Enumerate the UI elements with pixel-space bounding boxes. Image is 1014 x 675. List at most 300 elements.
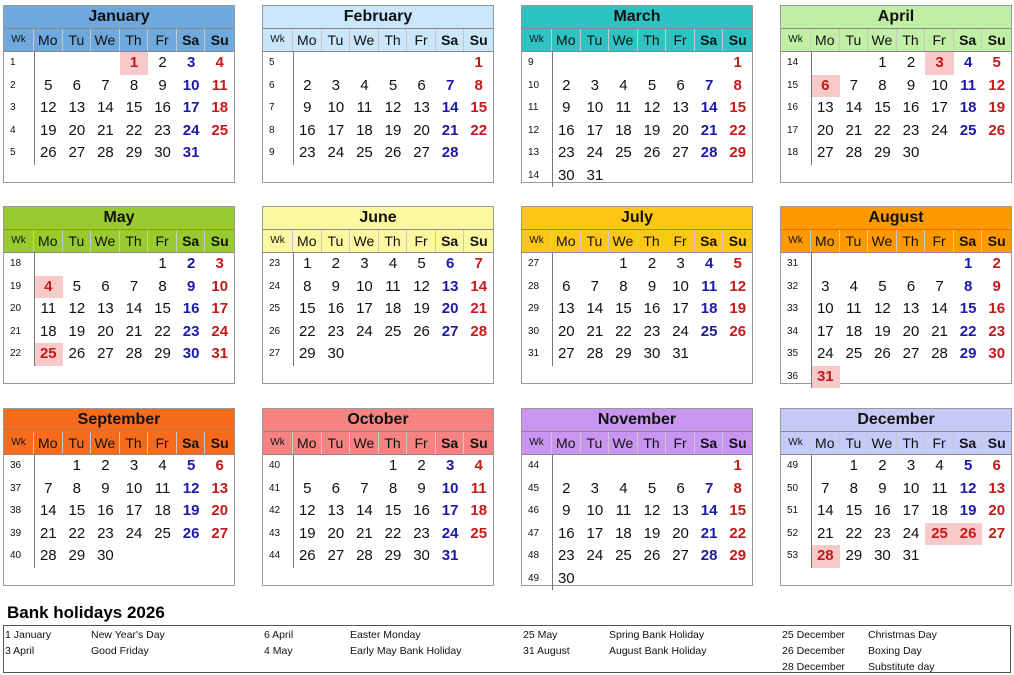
day-cell: 30 <box>182 345 200 362</box>
day-cell: 28 <box>470 322 488 340</box>
day-cell: 11 <box>960 76 977 94</box>
day-cell: 23 <box>643 322 661 340</box>
week-number: 14 <box>787 57 799 68</box>
day-cell: 22 <box>845 524 863 542</box>
day-cell: 1 <box>388 457 398 474</box>
day-cell: 1 <box>303 255 312 272</box>
week-number: 12 <box>528 124 540 136</box>
day-cell: 1 <box>733 457 742 474</box>
bank-holiday-name: August Bank Holiday <box>609 645 707 657</box>
day-cell: 15 <box>68 502 86 519</box>
week-number: 23 <box>269 258 281 269</box>
weekday-label: Mo <box>811 230 840 252</box>
day-cell: 20 <box>816 121 834 139</box>
day-cell: 2 <box>417 457 426 474</box>
day-cell: 10 <box>327 99 345 116</box>
day-cell: 31 <box>672 345 689 362</box>
holiday-day-cell: 4 <box>34 276 63 299</box>
day-cell: 23 <box>413 524 430 542</box>
day-cell: 12 <box>68 300 86 317</box>
bank-holiday-name: Christmas Day <box>868 629 937 641</box>
empty-cell <box>811 455 840 478</box>
day-cell: 24 <box>441 524 459 542</box>
day-cell: 12 <box>182 479 200 497</box>
weekday-label: We <box>350 29 379 51</box>
month-aug <box>780 206 1012 384</box>
day-cell: 22 <box>470 121 488 139</box>
weekday-label: Fr <box>666 230 695 252</box>
day-cell: 7 <box>849 76 859 94</box>
week-number: 8 <box>269 124 275 136</box>
week-number: 1 <box>10 57 16 68</box>
day-cell: 13 <box>441 277 459 295</box>
day-cell: 24 <box>182 121 200 139</box>
day-cell: 17 <box>586 121 604 139</box>
day-cell: 2 <box>647 255 657 272</box>
day-cell: 12 <box>39 99 57 116</box>
day-cell: 16 <box>988 300 1006 317</box>
weekday-label: Fr <box>148 432 177 454</box>
day-cell: 9 <box>647 277 657 295</box>
month-title: September <box>4 409 234 431</box>
weekday-label: Tu <box>840 432 869 454</box>
day-cell: 17 <box>816 322 834 340</box>
week-number: 5 <box>269 57 275 68</box>
empty-cell <box>723 343 752 366</box>
month-days <box>263 253 493 366</box>
weekday-label: Th <box>897 432 926 454</box>
day-cell: 27 <box>672 144 689 161</box>
empty-cell <box>581 568 610 591</box>
empty-cell <box>63 253 92 276</box>
day-cell: 19 <box>643 121 661 139</box>
weekday-label: Fr <box>407 230 436 252</box>
day-cell: 1 <box>849 457 859 474</box>
day-cell: 14 <box>700 502 718 519</box>
bank-holiday-date: 1 January <box>5 629 52 641</box>
day-cell: 23 <box>154 121 171 139</box>
day-cell: 4 <box>215 54 224 71</box>
day-cell: 28 <box>700 547 718 564</box>
week-number: 18 <box>10 258 22 269</box>
day-cell: 15 <box>154 300 171 317</box>
day-cell: 12 <box>874 300 891 317</box>
day-cell: 13 <box>557 300 575 317</box>
day-cell: 5 <box>303 479 312 497</box>
day-cell: 15 <box>470 99 488 116</box>
week-number: 16 <box>787 102 799 113</box>
day-cell: 7 <box>129 277 139 295</box>
weekday-label: Th <box>897 230 926 252</box>
weekday-label: Su <box>210 32 229 48</box>
month-days <box>263 455 493 568</box>
day-cell: 18 <box>470 502 488 519</box>
weekday-label: Mo <box>293 432 322 454</box>
day-cell: 1 <box>733 54 742 71</box>
month-jul <box>521 206 753 384</box>
day-cell: 22 <box>384 524 402 542</box>
day-cell: 1 <box>72 457 82 474</box>
day-cell: 16 <box>643 300 661 317</box>
day-cell: 2 <box>186 255 196 272</box>
day-cell: 13 <box>902 300 920 317</box>
day-cell: 18 <box>845 322 863 340</box>
day-cell: 16 <box>97 502 114 519</box>
month-days <box>4 52 234 165</box>
day-cell: 5 <box>72 277 82 295</box>
holiday-day-cell: 6 <box>811 75 840 98</box>
empty-cell <box>120 253 149 276</box>
day-cell: 30 <box>902 144 920 161</box>
empty-cell <box>609 568 638 591</box>
day-cell: 10 <box>356 277 373 295</box>
day-cell: 22 <box>874 121 891 139</box>
day-cell: 18 <box>615 121 632 139</box>
empty-cell <box>581 52 610 75</box>
day-cell: 26 <box>874 345 891 362</box>
weekday-label: We <box>868 432 897 454</box>
day-cell: 5 <box>963 457 973 474</box>
day-cell: 9 <box>906 76 916 94</box>
month-nov <box>521 408 753 586</box>
day-cell: 13 <box>68 99 86 116</box>
empty-cell <box>638 165 667 188</box>
day-cell: 25 <box>211 121 229 139</box>
weekday-header <box>4 28 234 52</box>
day-cell: 10 <box>441 479 459 497</box>
month-title: November <box>522 409 752 431</box>
month-jan <box>3 5 235 183</box>
empty-cell <box>666 165 695 188</box>
day-cell: 18 <box>356 121 373 139</box>
day-cell: 10 <box>672 277 689 295</box>
day-cell: 26 <box>39 144 57 161</box>
week-number: 47 <box>528 527 540 539</box>
week-number: 18 <box>787 147 799 158</box>
empty-cell <box>868 366 897 389</box>
weekday-label: Fr <box>148 230 177 252</box>
empty-cell <box>63 52 92 75</box>
month-title: February <box>263 6 493 28</box>
day-cell: 18 <box>384 300 402 317</box>
month-days <box>522 455 752 590</box>
empty-cell <box>840 253 869 276</box>
day-cell: 20 <box>68 121 86 139</box>
week-number: 39 <box>10 527 22 539</box>
day-cell: 25 <box>384 322 402 340</box>
empty-cell <box>897 253 926 276</box>
week-number: 32 <box>787 280 799 292</box>
day-cell: 29 <box>154 345 171 362</box>
weekday-label: We <box>91 29 120 51</box>
day-cell: 13 <box>211 479 229 497</box>
week-number: 22 <box>10 348 22 359</box>
day-cell: 30 <box>327 345 345 362</box>
weekday-label: Mo <box>811 432 840 454</box>
bank-holiday-date: 6 April <box>264 629 294 641</box>
day-cell: 19 <box>874 322 891 340</box>
weekday-label: Mo <box>293 230 322 252</box>
day-cell: 17 <box>441 502 459 519</box>
empty-cell <box>464 343 493 366</box>
day-cell: 6 <box>992 457 1001 474</box>
weekday-header <box>263 28 493 52</box>
day-cell: 16 <box>902 99 920 116</box>
weekday-label: Tu <box>322 230 351 252</box>
weekday-label: We <box>350 230 379 252</box>
week-number: 43 <box>269 527 281 539</box>
day-cell: 9 <box>562 502 571 519</box>
day-cell: 22 <box>68 524 86 542</box>
bank-holiday-date: 28 December <box>782 661 846 673</box>
day-cell: 24 <box>356 322 373 340</box>
bank-holiday-date: 3 April <box>5 645 35 657</box>
day-cell: 8 <box>129 76 139 94</box>
day-cell: 17 <box>125 502 143 519</box>
day-cell: 10 <box>125 479 143 497</box>
month-title: December <box>781 409 1011 431</box>
week-header: Wk <box>4 432 34 454</box>
day-cell: 21 <box>125 322 143 340</box>
day-cell: 12 <box>298 502 316 519</box>
weekday-label: Fr <box>148 29 177 51</box>
weekday-label: Su <box>728 233 747 249</box>
day-cell: 19 <box>182 502 200 519</box>
weekday-label: Tu <box>322 29 351 51</box>
week-header: Wk <box>4 29 34 51</box>
empty-cell <box>120 545 149 568</box>
day-cell: 23 <box>97 524 114 542</box>
day-cell: 11 <box>356 99 373 116</box>
day-cell: 2 <box>562 76 571 94</box>
day-cell: 30 <box>557 166 575 184</box>
day-cell: 21 <box>356 524 373 542</box>
week-header: Wk <box>522 230 552 252</box>
empty-cell <box>638 568 667 591</box>
day-cell: 21 <box>845 121 863 139</box>
bank-holiday-date: 26 December <box>782 645 846 657</box>
empty-cell <box>666 455 695 478</box>
day-cell: 17 <box>931 99 948 116</box>
day-cell: 23 <box>902 121 920 139</box>
week-header: Wk <box>4 230 34 252</box>
day-cell: 13 <box>672 502 689 519</box>
weekday-label: Mo <box>811 29 840 51</box>
empty-cell <box>695 52 724 75</box>
day-cell: 16 <box>154 99 171 116</box>
day-cell: 23 <box>557 144 575 161</box>
day-cell: 11 <box>615 99 632 116</box>
day-cell: 28 <box>845 144 863 161</box>
week-number: 37 <box>10 482 22 494</box>
empty-cell <box>925 366 954 389</box>
day-cell: 22 <box>298 322 316 340</box>
day-cell: 15 <box>729 502 747 519</box>
weekday-label: Su <box>469 32 488 48</box>
week-number: 28 <box>528 280 540 292</box>
month-days <box>4 253 234 366</box>
month-days <box>263 52 493 165</box>
week-number: 25 <box>269 303 281 314</box>
day-cell: 16 <box>327 300 345 317</box>
day-cell: 11 <box>615 502 632 519</box>
day-cell: 19 <box>39 121 57 139</box>
day-cell: 30 <box>874 547 891 564</box>
empty-cell <box>925 545 954 568</box>
day-cell: 15 <box>959 300 977 317</box>
month-title: January <box>4 6 234 28</box>
bank-holidays-table <box>3 625 1011 673</box>
day-cell: 9 <box>331 277 341 295</box>
day-cell: 1 <box>619 255 628 272</box>
bank-holiday-name: Spring Bank Holiday <box>609 629 705 641</box>
day-cell: 20 <box>211 502 229 519</box>
day-cell: 4 <box>360 76 369 94</box>
holiday-day-cell: 1 <box>120 52 149 75</box>
weekday-label: Sa <box>436 432 465 454</box>
day-cell: 14 <box>125 300 143 317</box>
bank-holiday-name: Substitute day <box>868 661 935 673</box>
day-cell: 18 <box>211 99 229 116</box>
weekday-label: Sa <box>954 29 983 51</box>
day-cell: 27 <box>211 524 229 542</box>
empty-cell <box>982 142 1011 165</box>
month-feb <box>262 5 494 183</box>
weekday-header <box>781 28 1011 52</box>
day-cell: 21 <box>97 121 114 139</box>
day-cell: 3 <box>129 457 139 474</box>
week-number: 4 <box>10 124 16 136</box>
weekday-label: Mo <box>293 29 322 51</box>
day-cell: 5 <box>878 277 887 295</box>
day-cell: 6 <box>215 457 224 474</box>
week-number: 35 <box>787 348 799 359</box>
day-cell: 8 <box>849 479 859 497</box>
day-cell: 4 <box>849 277 859 295</box>
weekday-label: Tu <box>63 230 92 252</box>
day-cell: 15 <box>729 99 747 116</box>
day-cell: 24 <box>327 144 345 161</box>
day-cell: 3 <box>360 255 369 272</box>
holiday-day-cell: 28 <box>811 545 840 568</box>
empty-cell <box>581 455 610 478</box>
day-cell: 20 <box>557 322 575 340</box>
empty-cell <box>293 455 322 478</box>
day-cell: 11 <box>470 479 487 497</box>
weekday-label: Th <box>379 432 408 454</box>
day-cell: 14 <box>931 300 948 317</box>
day-cell: 5 <box>44 76 53 94</box>
weekday-label: We <box>868 29 897 51</box>
day-cell: 2 <box>992 255 1001 272</box>
day-cell: 28 <box>586 345 604 362</box>
day-cell: 27 <box>557 345 575 362</box>
day-cell: 5 <box>186 457 196 474</box>
day-cell: 3 <box>590 76 600 94</box>
day-cell: 14 <box>97 99 114 116</box>
day-cell: 11 <box>846 300 862 317</box>
day-cell: 13 <box>672 99 689 116</box>
day-cell: 14 <box>441 99 459 116</box>
empty-cell <box>436 52 465 75</box>
day-cell: 20 <box>413 121 430 139</box>
day-cell: 15 <box>615 300 632 317</box>
weekday-label: Fr <box>925 432 954 454</box>
empty-cell <box>379 52 408 75</box>
day-cell: 9 <box>303 99 312 116</box>
weekday-label: Su <box>210 435 229 451</box>
week-number: 27 <box>269 348 281 359</box>
day-cell: 7 <box>101 76 110 94</box>
empty-cell <box>723 165 752 188</box>
weekday-label: Th <box>379 230 408 252</box>
day-cell: 7 <box>360 479 369 497</box>
day-cell: 4 <box>158 457 167 474</box>
day-cell: 17 <box>182 99 200 116</box>
weekday-label: Mo <box>34 230 63 252</box>
weekday-header <box>263 431 493 455</box>
empty-cell <box>177 545 206 568</box>
empty-cell <box>723 568 752 591</box>
day-cell: 6 <box>676 479 685 497</box>
day-cell: 18 <box>700 300 718 317</box>
day-cell: 22 <box>125 121 143 139</box>
empty-cell <box>350 52 379 75</box>
empty-cell <box>322 52 351 75</box>
day-cell: 17 <box>672 300 689 317</box>
day-cell: 26 <box>729 322 747 340</box>
day-cell: 6 <box>906 277 916 295</box>
day-cell: 13 <box>413 99 430 116</box>
month-title: July <box>522 207 752 229</box>
empty-cell <box>581 253 610 276</box>
day-cell: 1 <box>878 54 887 71</box>
weekday-label: Tu <box>840 29 869 51</box>
week-number: 41 <box>269 482 281 494</box>
weekday-label: Fr <box>407 432 436 454</box>
week-number: 49 <box>528 572 540 584</box>
week-number: 44 <box>528 460 540 471</box>
empty-cell <box>954 142 983 165</box>
empty-cell <box>666 52 695 75</box>
weekday-label: Tu <box>581 29 610 51</box>
day-cell: 2 <box>906 54 916 71</box>
day-cell: 24 <box>931 121 948 139</box>
day-cell: 22 <box>615 322 632 340</box>
day-cell: 20 <box>988 502 1006 519</box>
day-cell: 10 <box>902 479 920 497</box>
empty-cell <box>954 545 983 568</box>
weekday-header <box>522 229 752 253</box>
day-cell: 30 <box>97 547 114 564</box>
day-cell: 26 <box>643 144 661 161</box>
empty-cell <box>293 52 322 75</box>
week-header: Wk <box>522 29 552 51</box>
day-cell: 28 <box>931 345 948 362</box>
day-cell: 30 <box>643 345 661 362</box>
empty-cell <box>982 366 1011 389</box>
weekday-header <box>522 28 752 52</box>
day-cell: 18 <box>39 322 57 340</box>
day-cell: 11 <box>154 479 171 497</box>
day-cell: 14 <box>700 99 718 116</box>
week-number: 9 <box>269 147 275 158</box>
weekday-label: Sa <box>954 432 983 454</box>
empty-cell <box>695 165 724 188</box>
day-cell: 29 <box>874 144 891 161</box>
bank-holiday-name: Good Friday <box>91 645 149 657</box>
day-cell: 16 <box>413 502 430 519</box>
